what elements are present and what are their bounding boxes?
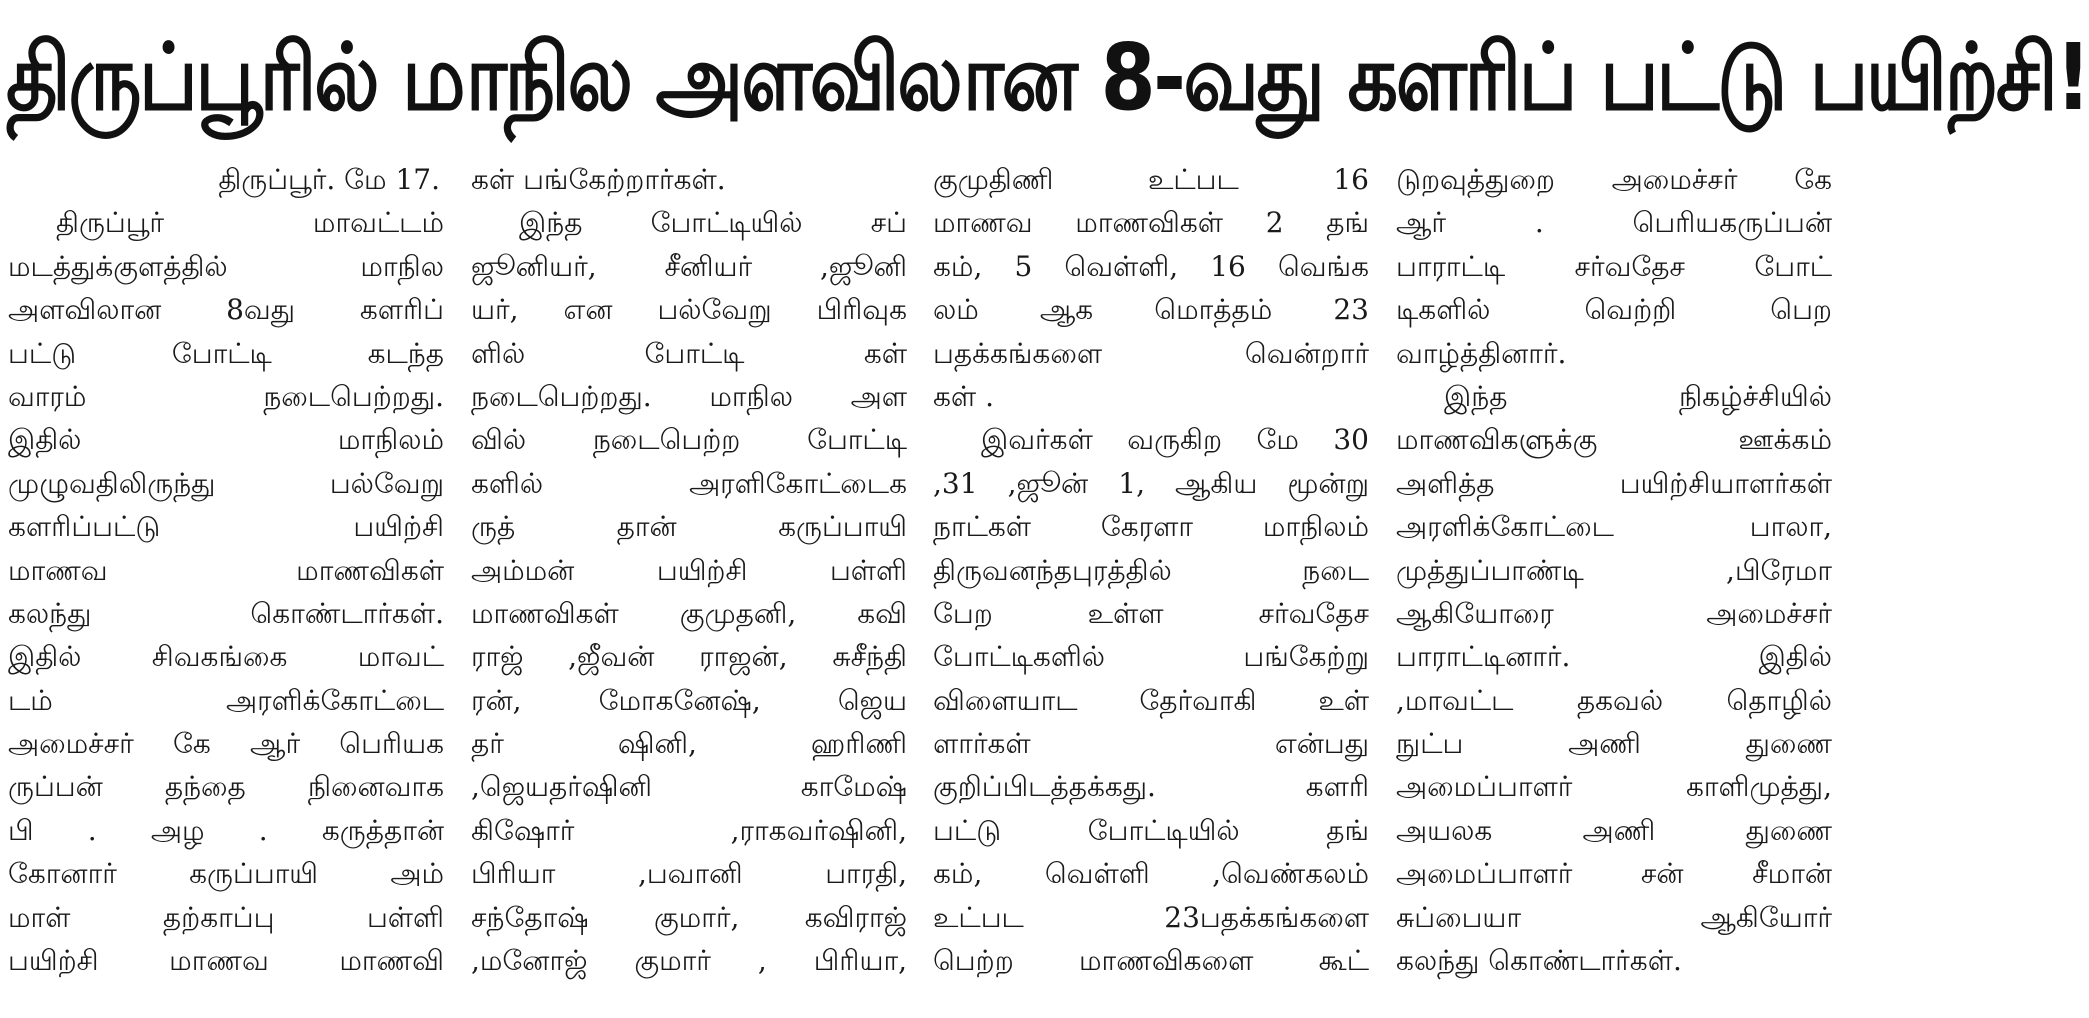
text-line: மாணவ மாணவிகள் 2 தங் <box>933 206 1369 240</box>
text-line: திருவனந்தபுரத்தில் நடை <box>933 553 1369 587</box>
text-line: பேற உள்ள சர்வதேச <box>933 596 1369 630</box>
text-line: ,ஜெயதர்ஷினி காமேஷ் <box>471 770 907 804</box>
text-line: சுப்பையா ஆகியோர் <box>1396 900 1832 934</box>
text-line: பெற்ற மாணவிகளை கூட் <box>933 944 1369 978</box>
text-line: திருப்பூர் மாவட்டம் <box>56 206 444 240</box>
text-line: பயிற்சி மாணவ மாணவி <box>8 944 444 978</box>
text-line: ஜூனியர், சீனியர் ,ஜூனி <box>471 249 907 283</box>
article-headline: திருப்பூரில் மாநில அளவிலான 8-வது களரிப் பட்டு பயிற்சி! <box>6 24 2089 131</box>
text-line: லம் ஆக மொத்தம் 23 <box>933 293 1369 327</box>
text-line: பட்டு போட்டியில் தங் <box>933 813 1369 847</box>
text-line: ரன், மோகனேஷ், ஜெய <box>471 683 907 717</box>
text-line: கள் . <box>933 379 994 413</box>
text-line: கம், வெள்ளி ,வெண்கலம் <box>933 857 1369 891</box>
text-line: இதில் சிவகங்கை மாவட் <box>8 640 444 674</box>
text-line: கிஷோர் ,ராகவர்ஷினி, <box>471 813 907 847</box>
text-line: கலந்து கொண்டார்கள். <box>8 596 444 630</box>
text-line: டிகளில் வெற்றி பெற <box>1396 293 1832 327</box>
text-line: மாள் தற்காப்பு பள்ளி <box>8 900 444 934</box>
article-body <box>8 158 1830 1008</box>
text-line: இந்த நிகழ்ச்சியில் <box>1444 379 1832 413</box>
text-line: விளையாட தேர்வாகி உள் <box>933 683 1369 717</box>
text-line: அயலக அணி துணை <box>1396 813 1832 847</box>
text-line: அமைப்பாளர் சன் சீமான் <box>1396 857 1832 891</box>
text-line: நடைபெற்றது. மாநில அள <box>471 379 907 413</box>
text-line: அமைப்பாளர் காளிமுத்து, <box>1396 770 1832 804</box>
text-line: ருத் தான் கருப்பாயி <box>471 510 907 544</box>
text-line: பட்டு போட்டி கடந்த <box>8 336 444 370</box>
article-column-1 <box>8 158 444 1008</box>
text-line: வாரம் நடைபெற்றது. <box>8 379 444 413</box>
text-line: இவர்கள் வருகிற மே 30 <box>981 423 1369 457</box>
text-line: பிரியா ,பவானி பாரதி, <box>471 857 907 891</box>
article-column-2 <box>471 158 907 1008</box>
text-line: ,31 ,ஜூன் 1, ஆகிய மூன்று <box>933 466 1369 500</box>
text-line: நுட்ப அணி துணை <box>1396 727 1832 761</box>
text-line: ராஜ் ,ஜீவன் ராஜன், சுசீந்தி <box>471 640 907 674</box>
text-line: கம், 5 வெள்ளி, 16 வெங்க <box>933 249 1369 283</box>
text-line: பாராட்டினார். இதில் <box>1396 640 1832 674</box>
text-line: கோனார் கருப்பாயி அம் <box>8 857 444 891</box>
text-line: மாணவ மாணவிகள் <box>8 553 444 587</box>
text-line: ஆகியோரை அமைச்சர் <box>1396 596 1832 630</box>
text-line: பாராட்டி சர்வதேச போட் <box>1396 249 1832 283</box>
text-line: ,மாவட்ட தகவல் தொழில் <box>1396 683 1832 717</box>
text-line: முத்துப்பாண்டி ,பிரேமா <box>1396 553 1832 587</box>
text-line: அளித்த பயிற்சியாளர்கள் <box>1396 466 1832 500</box>
text-line: அமைச்சர் கே ஆர் பெரியக <box>8 727 444 761</box>
text-line: போட்டிகளில் பங்கேற்று <box>933 640 1369 674</box>
text-line: ,மனோஜ் குமார் , பிரியா, <box>471 944 907 978</box>
text-line: நாட்கள் கேரளா மாநிலம் <box>933 510 1369 544</box>
text-line: தர் ஷினி, ஹரிணி <box>471 727 907 761</box>
text-line: ருப்பன் தந்தை நினைவாக <box>8 770 444 804</box>
text-line: மாணவிகளுக்கு ஊக்கம் <box>1396 423 1832 457</box>
text-line: யர், என பல்வேறு பிரிவுக <box>471 293 907 327</box>
dateline: திருப்பூர். மே 17. <box>218 163 440 196</box>
text-line: அம்மன் பயிற்சி பள்ளி <box>471 553 907 587</box>
text-line: ளார்கள் என்பது <box>933 727 1369 761</box>
text-line: அளவிலான 8வது களரிப் <box>8 293 444 327</box>
text-line: சந்தோஷ் குமார், கவிராஜ் <box>471 900 907 934</box>
text-line: டம் அரளிக்கோட்டை <box>8 683 444 717</box>
text-line: டுறவுத்துறை அமைச்சர் கே <box>1396 163 1832 196</box>
text-line: உட்பட 23பதக்கங்களை <box>933 900 1369 934</box>
text-line: களரிப்பட்டு பயிற்சி <box>8 510 444 544</box>
article-column-3 <box>933 158 1369 1008</box>
text-line: பதக்கங்களை வென்றார் <box>933 336 1369 370</box>
text-line: குமுதிணி உட்பட 16 <box>933 163 1369 196</box>
text-line: முழுவதிலிருந்து பல்வேறு <box>8 466 444 500</box>
text-line: குறிப்பிடத்தக்கது. களரி <box>933 770 1369 804</box>
text-line: பி . அழ . கருத்தான் <box>8 813 444 847</box>
text-line: இந்த போட்டியில் சப் <box>519 206 907 240</box>
text-line: வாழ்த்தினார். <box>1396 336 1567 370</box>
article-column-4 <box>1396 158 1832 1008</box>
text-line: அரளிக்கோட்டை பாலா, <box>1396 510 1832 544</box>
text-line: கலந்து கொண்டார்கள். <box>1396 944 1682 978</box>
text-line: மடத்துக்குளத்தில் மாநில <box>8 249 444 283</box>
text-line: ஆர் . பெரியகருப்பன் <box>1396 206 1832 240</box>
text-line: மாணவிகள் குமுதனி, கவி <box>471 596 907 630</box>
text-line: இதில் மாநிலம் <box>8 423 444 457</box>
text-line: களில் அரளிகோட்டைக <box>471 466 907 500</box>
text-line: ளில் போட்டி கள் <box>471 336 907 370</box>
text-line: வில் நடைபெற்ற போட்டி <box>471 423 907 457</box>
text-line: கள் பங்கேற்றார்கள். <box>471 163 726 196</box>
